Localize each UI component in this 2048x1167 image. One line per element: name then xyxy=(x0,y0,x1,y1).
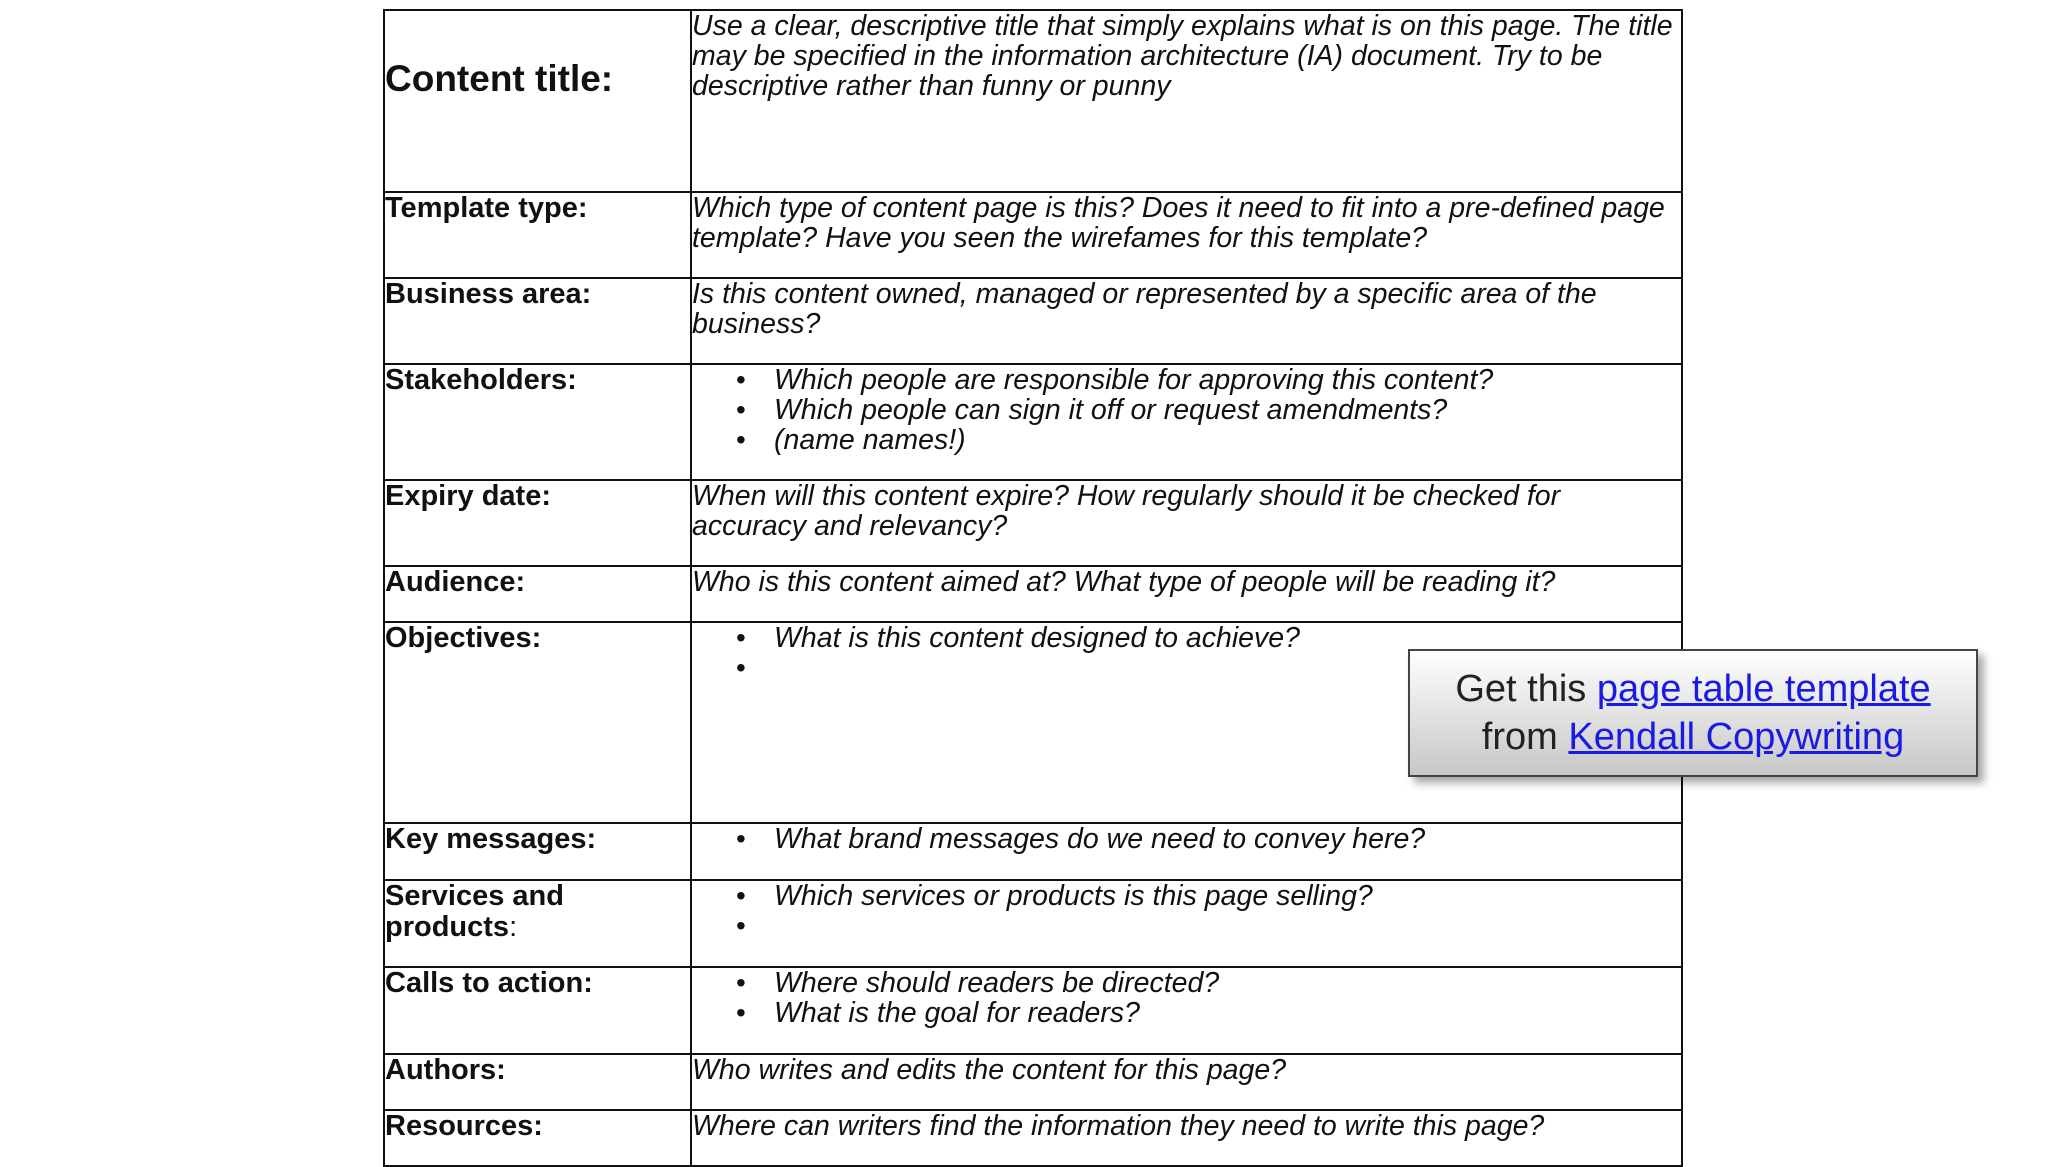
page-table-template-link[interactable]: page table template xyxy=(1596,668,1931,710)
services-products-label xyxy=(384,880,691,967)
calls-to-action-list xyxy=(692,968,1681,1028)
template-callout xyxy=(1408,649,1978,777)
template-type-description: Which type of content page is this? Does it need to fit into a pre-defined page template? Have you seen the wirefames for this template? xyxy=(691,192,1682,278)
table-row xyxy=(384,364,1682,480)
content-page-table xyxy=(383,9,1683,1167)
resources-label: Resources: xyxy=(384,1110,691,1166)
key-messages-description xyxy=(691,823,1682,880)
table-row xyxy=(384,1110,1682,1166)
table-row xyxy=(384,1054,1682,1110)
key-messages-list xyxy=(692,824,1681,854)
objectives-label: Objectives: xyxy=(384,622,691,823)
table-row xyxy=(384,823,1682,880)
calls-to-action-description xyxy=(691,967,1682,1054)
calls-to-action-label: Calls to action: xyxy=(384,967,691,1054)
table-row xyxy=(384,278,1682,364)
expiry-date-label: Expiry date: xyxy=(384,480,691,566)
table-row xyxy=(384,480,1682,566)
content-title-label: Content title: xyxy=(384,10,691,192)
authors-label: Authors: xyxy=(384,1054,691,1110)
services-products-list xyxy=(692,881,1681,941)
business-area-label: Business area: xyxy=(384,278,691,364)
resources-description: Where can writers find the information they need to write this page? xyxy=(691,1110,1682,1166)
table-row xyxy=(384,880,1682,967)
business-area-description: Is this content owned, managed or represented by a specific area of the business? xyxy=(691,278,1682,364)
services-products-label-text: Services and products xyxy=(385,880,564,943)
stakeholders-list xyxy=(692,365,1681,455)
list-item: • Which people are responsible for approving this content? xyxy=(774,365,1681,395)
list-item: • Which services or products is this page selling? xyxy=(774,881,1681,911)
list-item: • (name names!) xyxy=(774,425,1681,455)
table-row xyxy=(384,192,1682,278)
list-item xyxy=(774,911,1681,941)
audience-description: Who is this content aimed at? What type of people will be reading it? xyxy=(691,566,1682,622)
list-item: • Which people can sign it off or request amendments? xyxy=(774,395,1681,425)
content-title-description: Use a clear, descriptive title that simply explains what is on this page. The title may be specified in the information architecture (IA) document. Try to be descriptive rather than funny or punny xyxy=(691,10,1682,192)
key-messages-label: Key messages: xyxy=(384,823,691,880)
callout-prefix: Get this xyxy=(1455,668,1597,710)
table-row xyxy=(384,967,1682,1054)
template-type-label: Template type: xyxy=(384,192,691,278)
list-item: • What brand messages do we need to convey here? xyxy=(774,824,1681,854)
list-item: • What is the goal for readers? xyxy=(774,998,1681,1028)
list-item: • What is this content designed to achieve? xyxy=(774,623,1681,653)
table-row xyxy=(384,10,1682,192)
services-products-description xyxy=(691,880,1682,967)
stakeholders-label: Stakeholders: xyxy=(384,364,691,480)
table-row xyxy=(384,566,1682,622)
stakeholders-description xyxy=(691,364,1682,480)
kendall-copywriting-link[interactable]: Kendall Copywriting xyxy=(1568,716,1905,758)
audience-label: Audience: xyxy=(384,566,691,622)
label-colon: : xyxy=(509,911,518,943)
expiry-date-description: When will this content expire? How regularly should it be checked for accuracy and relevancy? xyxy=(691,480,1682,566)
callout-middle: from xyxy=(1481,716,1569,758)
list-item: • Where should readers be directed? xyxy=(774,968,1681,998)
authors-description: Who writes and edits the content for this page? xyxy=(691,1054,1682,1110)
